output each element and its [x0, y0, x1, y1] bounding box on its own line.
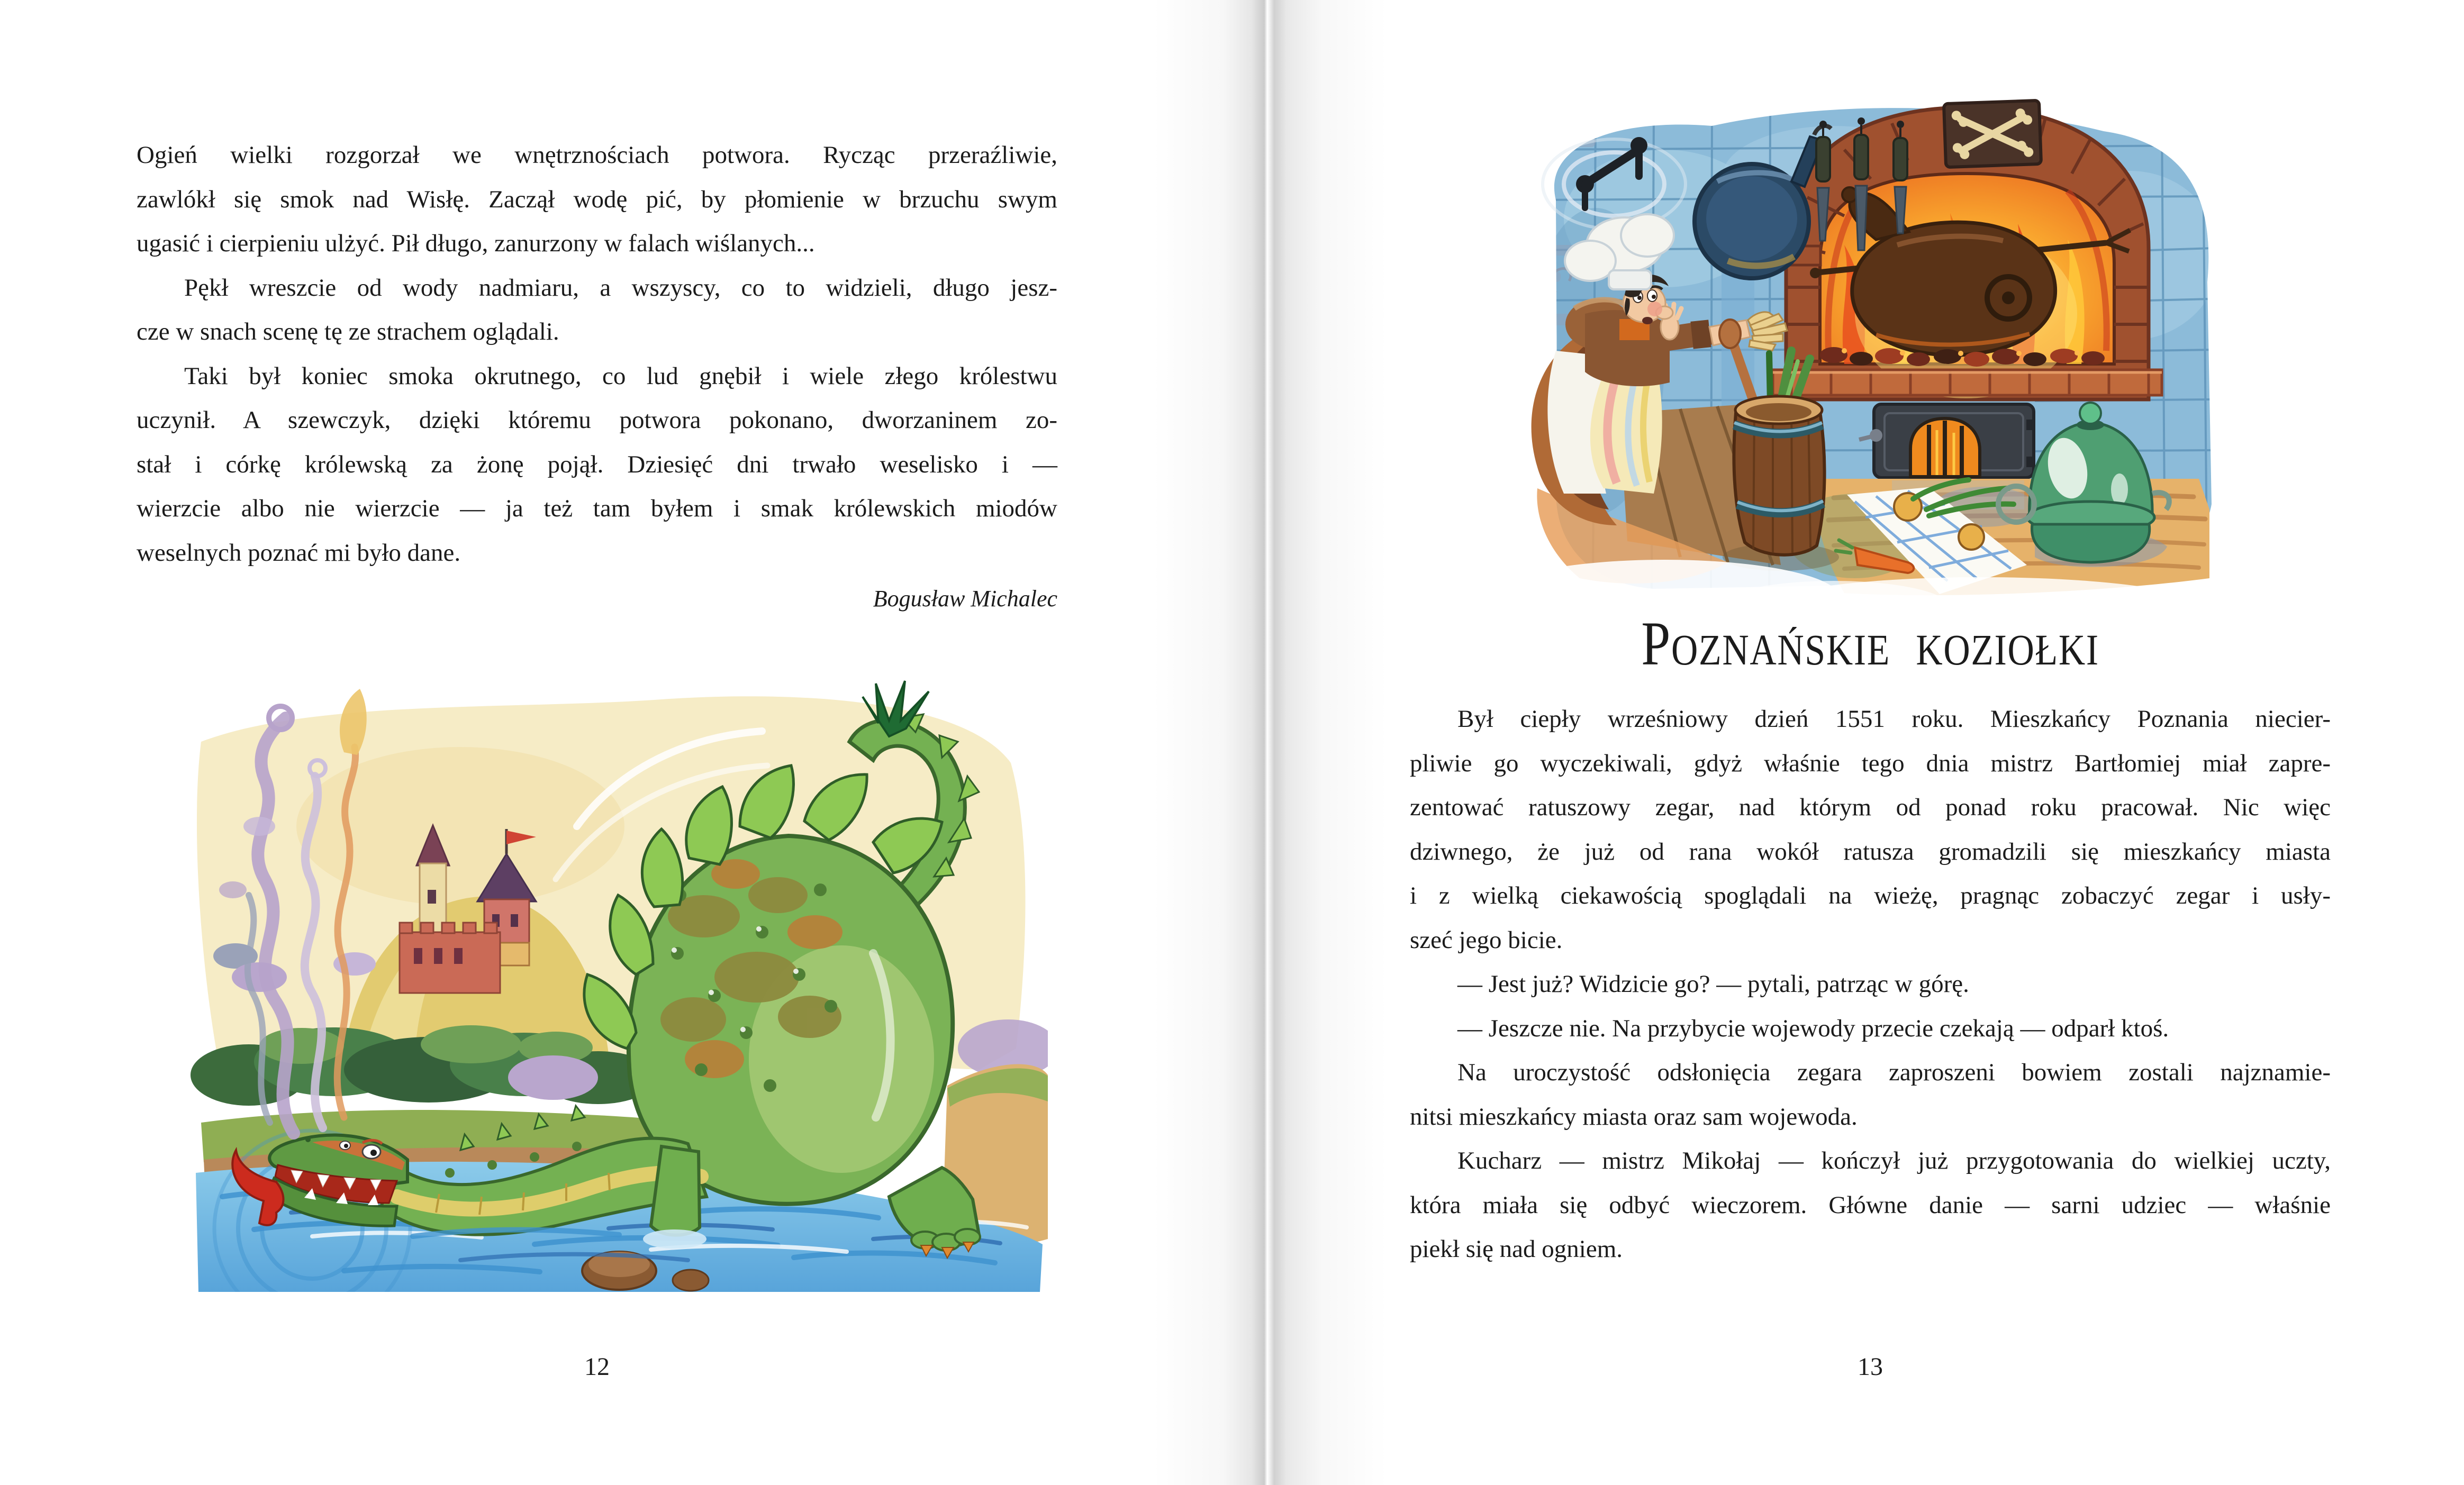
paragraph [1410, 962, 2331, 1007]
text-line: i z wielką ciekawością spoglądali na wieżę, pragnąc zobaczyć zegar i usły- [1410, 882, 2331, 909]
text-line: — Jest już? Widzicie go? — pytali, patrząc w górę. [1457, 970, 1969, 998]
chapter-title: Poznańskie koziołki [1641, 609, 2099, 678]
paragraph [1410, 1051, 2331, 1139]
book-gutter-shadow [1154, 0, 1387, 1485]
text-line: która miała się odbyć wieczorem. Główne danie — sarni udziec — właśnie [1410, 1191, 2331, 1219]
text-line: wierzcie albo nie wierzcie — ja też tam byłem i smak królewskich miodów [137, 495, 1057, 522]
text-line: Ogień wielki rozgorzał we wnętrznościach potwora. Rycząc przeraźliwie, [137, 141, 1057, 169]
text-line: piekł się nad ogniem. [1410, 1235, 1623, 1263]
text-line: Kucharz — mistrz Mikołaj — kończył już przygotowania do wielkiej uczty, [1457, 1147, 2331, 1174]
text-line: stał i córkę królewską za żonę pojął. Dziesięć dni trwało weselisko i — [137, 450, 1057, 478]
text-line: ugasić i cierpieniu ulżyć. Pił długo, zanurzony w falach wiślanych... [137, 230, 815, 257]
paragraph [1410, 1139, 2331, 1272]
text-line: pliwie go wyczekiwali, gdyż właśnie tego dnia mistrz Bartłomiej miał zapre- [1410, 749, 2331, 777]
text-line: dziwnego, że już od rana wokół ratusza gromadzili się mieszkańcy miasta [1410, 837, 2331, 866]
paragraph [137, 354, 1057, 576]
text-line: — Jeszcze nie. Na przybycie wojewody przecie czekają — odparł ktoś. [1457, 1014, 2169, 1042]
author-signature: Bogusław Michalec [873, 586, 1057, 612]
text-line: weselnych poznać mi było dane. [137, 539, 461, 567]
text-line: Taki był koniec smoka okrutnego, co lud gnębił i wiele złego królestwu [184, 362, 1057, 390]
paragraph [137, 266, 1057, 354]
page-number-left: 12 [584, 1353, 610, 1381]
dragon-illustration [185, 668, 1048, 1292]
text-line: uczynił. A szewczyk, dzięki któremu potwora pokonano, dworzaninem zo- [137, 406, 1057, 434]
text-line: nitsi mieszkańcy miasta oraz sam wojewoda. [1410, 1103, 1858, 1131]
text-line: szeć jego bicie. [1410, 926, 1563, 954]
text-line: Na uroczystość odsłonięcia zegara zaproszeni bowiem zostali najznamie- [1457, 1059, 2331, 1086]
text-line: Pękł wreszcie od wody nadmiaru, a wszyscy, co to widzieli, długo jesz- [184, 274, 1057, 302]
dragon-illustration-svg [185, 668, 1048, 1292]
text-line: cze w snach scenę tę ze strachem oglądali. [137, 318, 559, 345]
text-line: zentować ratuszowy zegar, nad którym od ponad roku pracował. Nic więc [1410, 794, 2331, 821]
text-line: Był ciepły wrześniowy dzień 1551 roku. Mieszkańcy Poznania niecier- [1457, 705, 2331, 733]
left-page-text [137, 133, 1057, 575]
kitchen-illustration-svg [1506, 86, 2223, 602]
paragraph [1410, 1007, 2331, 1051]
kitchen-illustration [1506, 86, 2223, 602]
paragraph [1410, 697, 2331, 962]
page-number-right: 13 [1858, 1353, 1883, 1381]
text-line: zawlókł się smok nad Wisłę. Zaczął wodę pić, by płomienie w brzuchu swym [137, 185, 1057, 213]
paragraph [137, 133, 1057, 266]
right-page-text [1410, 697, 2331, 1272]
